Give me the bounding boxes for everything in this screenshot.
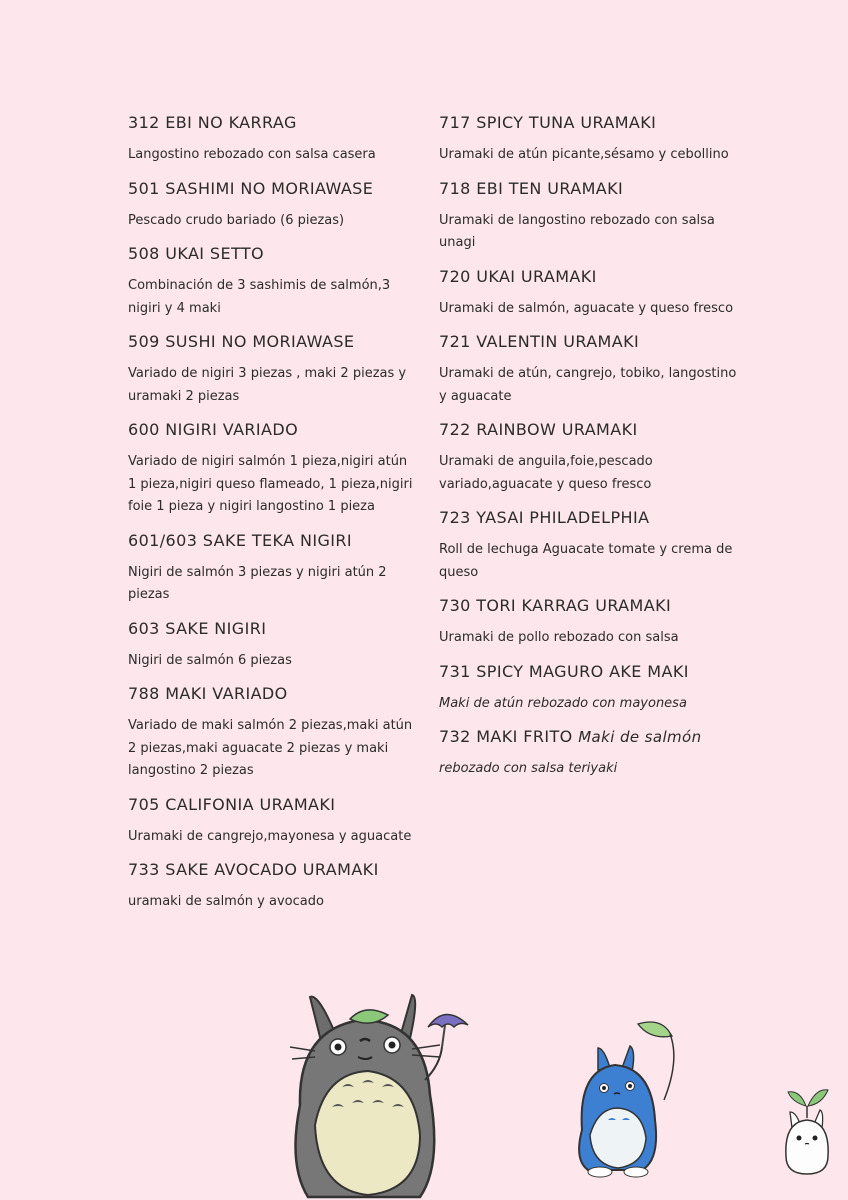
- menu-item-description: Uramaki de pollo rebozado con salsa: [439, 630, 679, 645]
- menu-column-right: [439, 112, 739, 792]
- menu-item: [128, 859, 418, 914]
- menu-item-title: 733 SAKE AVOCADO URAMAKI: [128, 860, 379, 879]
- menu-item-description: Pescado crudo bariado (6 piezas): [128, 212, 345, 228]
- menu-item-description: Uramaki de atún picante,sésamo y cebollino: [439, 147, 729, 162]
- menu-item: [439, 507, 739, 584]
- menu-item: [439, 726, 739, 781]
- menu-item: [439, 661, 739, 716]
- menu-item-title: 603 SAKE NIGIRI: [128, 618, 267, 638]
- menu-item-description: rebozado con salsa teriyaki: [439, 761, 618, 776]
- menu-item-title-desc: Maki de salmón: [578, 728, 702, 746]
- menu-item: [439, 266, 739, 321]
- menu-item-description: Variado de nigiri salmón 1 pieza,nigiri atún 1 pieza,nigiri queso flameado, 1 pieza,nigiri foie 1 pieza y nigiri langostino 1 pieza: [128, 454, 413, 514]
- menu-item-description: Uramaki de atún, cangrejo, tobiko, langostino y aguacate: [439, 366, 737, 404]
- menu-item-description: Variado de maki salmón 2 piezas,maki atún 2 piezas,maki aguacate 2 piezas y maki langostino 2 piezas: [128, 718, 413, 778]
- menu-item-description: Roll de lechuga Aguacate tomate y crema de queso: [439, 542, 733, 580]
- menu-item-description: Uramaki de langostino rebozado con salsa unagi: [439, 212, 715, 250]
- menu-item-title: 508 UKAI SETTO: [128, 244, 265, 263]
- menu-item-title: 600 NIGIRI VARIADO: [128, 420, 299, 439]
- menu-item-description: Nigiri de salmón 6 piezas: [128, 652, 292, 668]
- menu-item-title: 312 EBI NO KARRAG: [128, 113, 297, 132]
- menu-item: [439, 419, 739, 496]
- menu-item-description: Langostino rebozado con salsa casera: [128, 147, 376, 162]
- menu-item-title: 730 TORI KARRAG URAMAKI: [439, 596, 672, 615]
- menu-item: [128, 112, 418, 167]
- menu-item: [128, 178, 418, 233]
- menu-item: [128, 530, 418, 607]
- menu-item: [128, 794, 418, 849]
- menu-item-title: 501 SASHIMI NO MORIAWASE: [128, 178, 374, 198]
- menu-item-title: 509 SUSHI NO MORIAWASE: [128, 332, 355, 351]
- menu-item-description: Uramaki de cangrejo,mayonesa y aguacate: [128, 828, 412, 844]
- menu-item: [128, 683, 418, 783]
- menu-item: [439, 178, 739, 255]
- menu-item: [128, 419, 418, 519]
- menu-item: [128, 331, 418, 408]
- menu-item-title: 718 EBI TEN URAMAKI: [439, 178, 624, 198]
- menu-item-title: 717 SPICY TUNA URAMAKI: [439, 113, 657, 132]
- menu-item: [439, 595, 739, 650]
- menu-item-title: 788 MAKI VARIADO: [128, 684, 288, 703]
- menu-item-description: Maki de atún rebozado con mayonesa: [439, 695, 687, 711]
- menu-item-description: uramaki de salmón y avocado: [128, 894, 324, 909]
- menu-item: [128, 618, 418, 673]
- menu-item: [439, 331, 739, 408]
- menu-item: [128, 243, 418, 320]
- menu-item-description: Uramaki de salmón, aguacate y queso fresco: [439, 300, 734, 316]
- menu-item-title: 723 YASAI PHILADELPHIA: [439, 508, 650, 527]
- menu-item-title: 720 UKAI URAMAKI: [439, 266, 597, 286]
- small-totoro-illustration: [778, 1078, 838, 1178]
- menu-item-title: 721 VALENTIN URAMAKI: [439, 332, 640, 351]
- menu-item-title: 722 RAINBOW URAMAKI: [439, 420, 638, 439]
- blue-totoro-illustration: [560, 1010, 700, 1180]
- menu-column-left: [128, 112, 418, 925]
- menu-item-title: [439, 726, 739, 748]
- menu-item-description: Combinación de 3 sashimis de salmón,3 nigiri y 4 maki: [128, 278, 391, 316]
- menu-item-description: Variado de nigiri 3 piezas , maki 2 piezas y uramaki 2 piezas: [128, 366, 407, 404]
- menu-item-title-text: 732 MAKI FRITO: [439, 727, 573, 746]
- menu-item-description: Nigiri de salmón 3 piezas y nigiri atún 2 piezas: [128, 564, 387, 602]
- menu-item-title: 601/603 SAKE TEKA NIGIRI: [128, 530, 353, 550]
- big-totoro-illustration: [280, 985, 480, 1200]
- menu-item: [439, 112, 739, 167]
- menu-item-description: Uramaki de anguila,foie,pescado variado,aguacate y queso fresco: [439, 454, 653, 492]
- menu-item-title: 731 SPICY MAGURO AKE MAKI: [439, 661, 689, 681]
- menu-item-title: 705 CALIFONIA URAMAKI: [128, 794, 336, 814]
